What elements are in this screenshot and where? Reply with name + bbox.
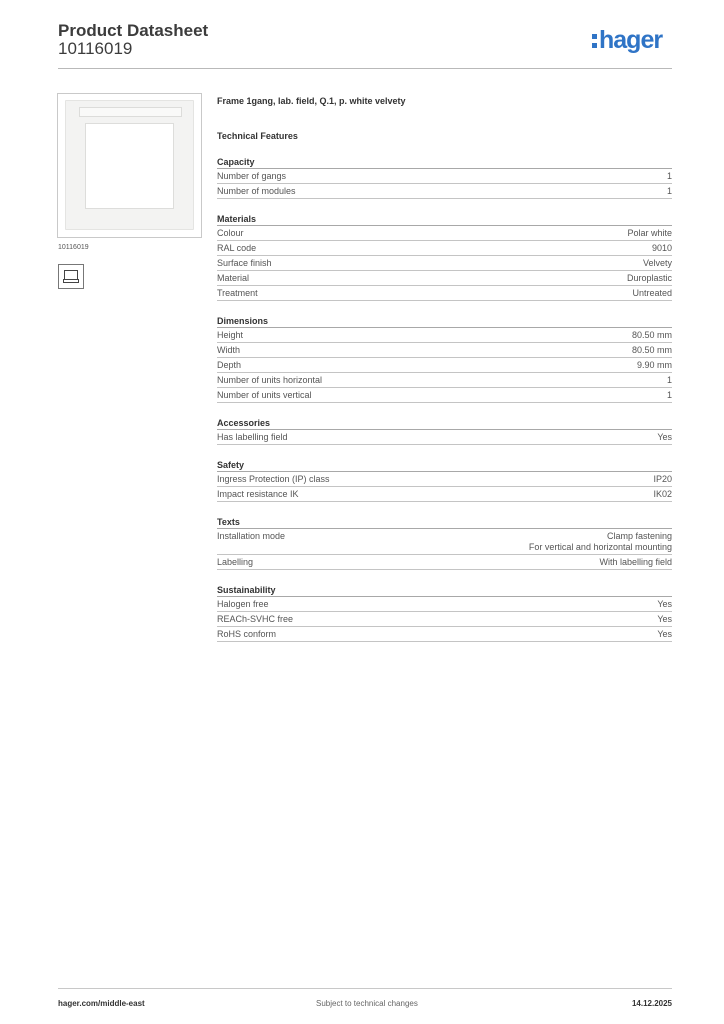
frame-label-field xyxy=(79,107,182,117)
spec-sections xyxy=(217,156,672,642)
spec-value-line: Clamp fastening xyxy=(606,531,672,541)
frame-opening xyxy=(85,123,174,209)
spec-value-line: 1 xyxy=(666,375,672,385)
spec-value-line: Yes xyxy=(657,599,672,609)
spec-row xyxy=(217,271,672,286)
spec-value xyxy=(632,288,672,299)
spec-row xyxy=(217,184,672,199)
spec-row xyxy=(217,328,672,343)
spec-value-line: For vertical and horizontal mounting xyxy=(528,542,672,552)
spec-value-line: Yes xyxy=(657,432,672,442)
spec-row xyxy=(217,343,672,358)
spec-label: Impact resistance IK xyxy=(217,489,299,499)
spec-label: Halogen free xyxy=(217,599,269,609)
logo-text: hager xyxy=(599,26,663,54)
spec-section xyxy=(217,584,672,642)
spec-row xyxy=(217,529,672,555)
spec-value xyxy=(529,531,672,553)
spec-row xyxy=(217,627,672,642)
spec-label: Width xyxy=(217,345,241,355)
spec-value xyxy=(667,186,672,197)
spec-row xyxy=(217,555,672,570)
spec-label: Number of modules xyxy=(217,186,296,196)
spec-value xyxy=(632,330,672,341)
spec-row xyxy=(217,226,672,241)
section-title: Safety xyxy=(217,459,672,472)
spec-value xyxy=(652,243,672,254)
spec-row xyxy=(217,487,672,502)
spec-value-line: Duroplastic xyxy=(626,273,672,283)
spec-label: Depth xyxy=(217,360,242,370)
spec-value xyxy=(653,474,672,485)
spec-section xyxy=(217,516,672,570)
spec-label: Ingress Protection (IP) class xyxy=(217,474,330,484)
spec-row xyxy=(217,430,672,445)
spec-value-line: IP20 xyxy=(653,474,672,484)
footer-date: 14.12.2025 xyxy=(631,999,672,1008)
spec-label: RAL code xyxy=(217,243,257,253)
section-title: Dimensions xyxy=(217,315,672,328)
spec-value xyxy=(667,390,672,401)
spec-value xyxy=(643,258,672,269)
header-divider xyxy=(58,68,672,69)
page-title: Product Datasheet xyxy=(58,21,209,40)
spec-row xyxy=(217,597,672,612)
spec-value-line: 1 xyxy=(666,186,672,196)
spec-row xyxy=(217,286,672,301)
spec-value xyxy=(637,360,672,371)
spec-value-line: Untreated xyxy=(632,288,672,298)
spec-value-line: Velvety xyxy=(642,258,672,268)
spec-value xyxy=(599,557,672,568)
section-title: Materials xyxy=(217,213,672,226)
spec-label: RoHS conform xyxy=(217,629,277,639)
frame-picture xyxy=(65,100,194,230)
spec-row xyxy=(217,241,672,256)
spec-value xyxy=(667,375,672,386)
spec-value-line: Yes xyxy=(657,614,672,624)
spec-row xyxy=(217,358,672,373)
spec-label: Material xyxy=(217,273,250,283)
spec-value xyxy=(627,273,672,284)
spec-row xyxy=(217,256,672,271)
spec-value-line: IK02 xyxy=(653,489,672,499)
spec-label: Surface finish xyxy=(217,258,272,268)
hager-logo xyxy=(592,28,672,56)
spec-value xyxy=(657,614,672,625)
spec-label: Number of units vertical xyxy=(217,390,312,400)
logo-colon-icon xyxy=(592,34,597,50)
spec-value xyxy=(657,629,672,640)
spec-section xyxy=(217,315,672,403)
spec-value-line: 9010 xyxy=(651,243,672,253)
spec-label: Treatment xyxy=(217,288,258,298)
spec-label: Height xyxy=(217,330,244,340)
product-name: Frame 1gang, lab. field, Q.1, p. white velvety xyxy=(217,96,406,106)
spec-value-line: Polar white xyxy=(627,228,672,238)
spec-label: Number of gangs xyxy=(217,171,287,181)
section-title: Capacity xyxy=(217,156,672,169)
spec-section xyxy=(217,417,672,445)
section-title: Accessories xyxy=(217,417,672,430)
section-title: Sustainability xyxy=(217,584,672,597)
spec-value-line: 9.90 mm xyxy=(636,360,672,370)
spec-value xyxy=(653,489,672,500)
spec-value xyxy=(667,171,672,182)
footer-divider xyxy=(58,988,672,989)
technical-features-heading: Technical Features xyxy=(217,131,298,141)
datasheet-content xyxy=(217,95,672,642)
product-code: 10116019 xyxy=(58,39,133,58)
product-image xyxy=(57,93,202,238)
spec-value xyxy=(657,599,672,610)
spec-label: Labelling xyxy=(217,557,254,567)
labelling-field-symbol-icon xyxy=(58,264,84,289)
spec-row xyxy=(217,388,672,403)
spec-row xyxy=(217,373,672,388)
footer-website: hager.com/middle-east xyxy=(58,999,145,1008)
spec-label: Has labelling field xyxy=(217,432,288,442)
spec-section xyxy=(217,459,672,502)
spec-value xyxy=(627,228,672,239)
spec-row xyxy=(217,169,672,184)
spec-label: Colour xyxy=(217,228,244,238)
spec-label: REACh-SVHC free xyxy=(217,614,294,624)
spec-label: Number of units horizontal xyxy=(217,375,323,385)
spec-section xyxy=(217,156,672,199)
spec-value-line: 1 xyxy=(666,171,672,181)
spec-value-line: 80.50 mm xyxy=(631,345,672,355)
spec-value-line: 1 xyxy=(666,390,672,400)
spec-row xyxy=(217,612,672,627)
section-title: Texts xyxy=(217,516,672,529)
spec-row xyxy=(217,472,672,487)
footer-notice: Subject to technical changes xyxy=(316,999,418,1008)
image-caption: 10116019 xyxy=(58,244,89,251)
spec-value-line: With labelling field xyxy=(599,557,672,567)
spec-value xyxy=(657,432,672,443)
spec-value xyxy=(632,345,672,356)
spec-label: Installation mode xyxy=(217,531,286,541)
spec-value-line: 80.50 mm xyxy=(631,330,672,340)
spec-value-line: Yes xyxy=(657,629,672,639)
spec-section xyxy=(217,213,672,301)
